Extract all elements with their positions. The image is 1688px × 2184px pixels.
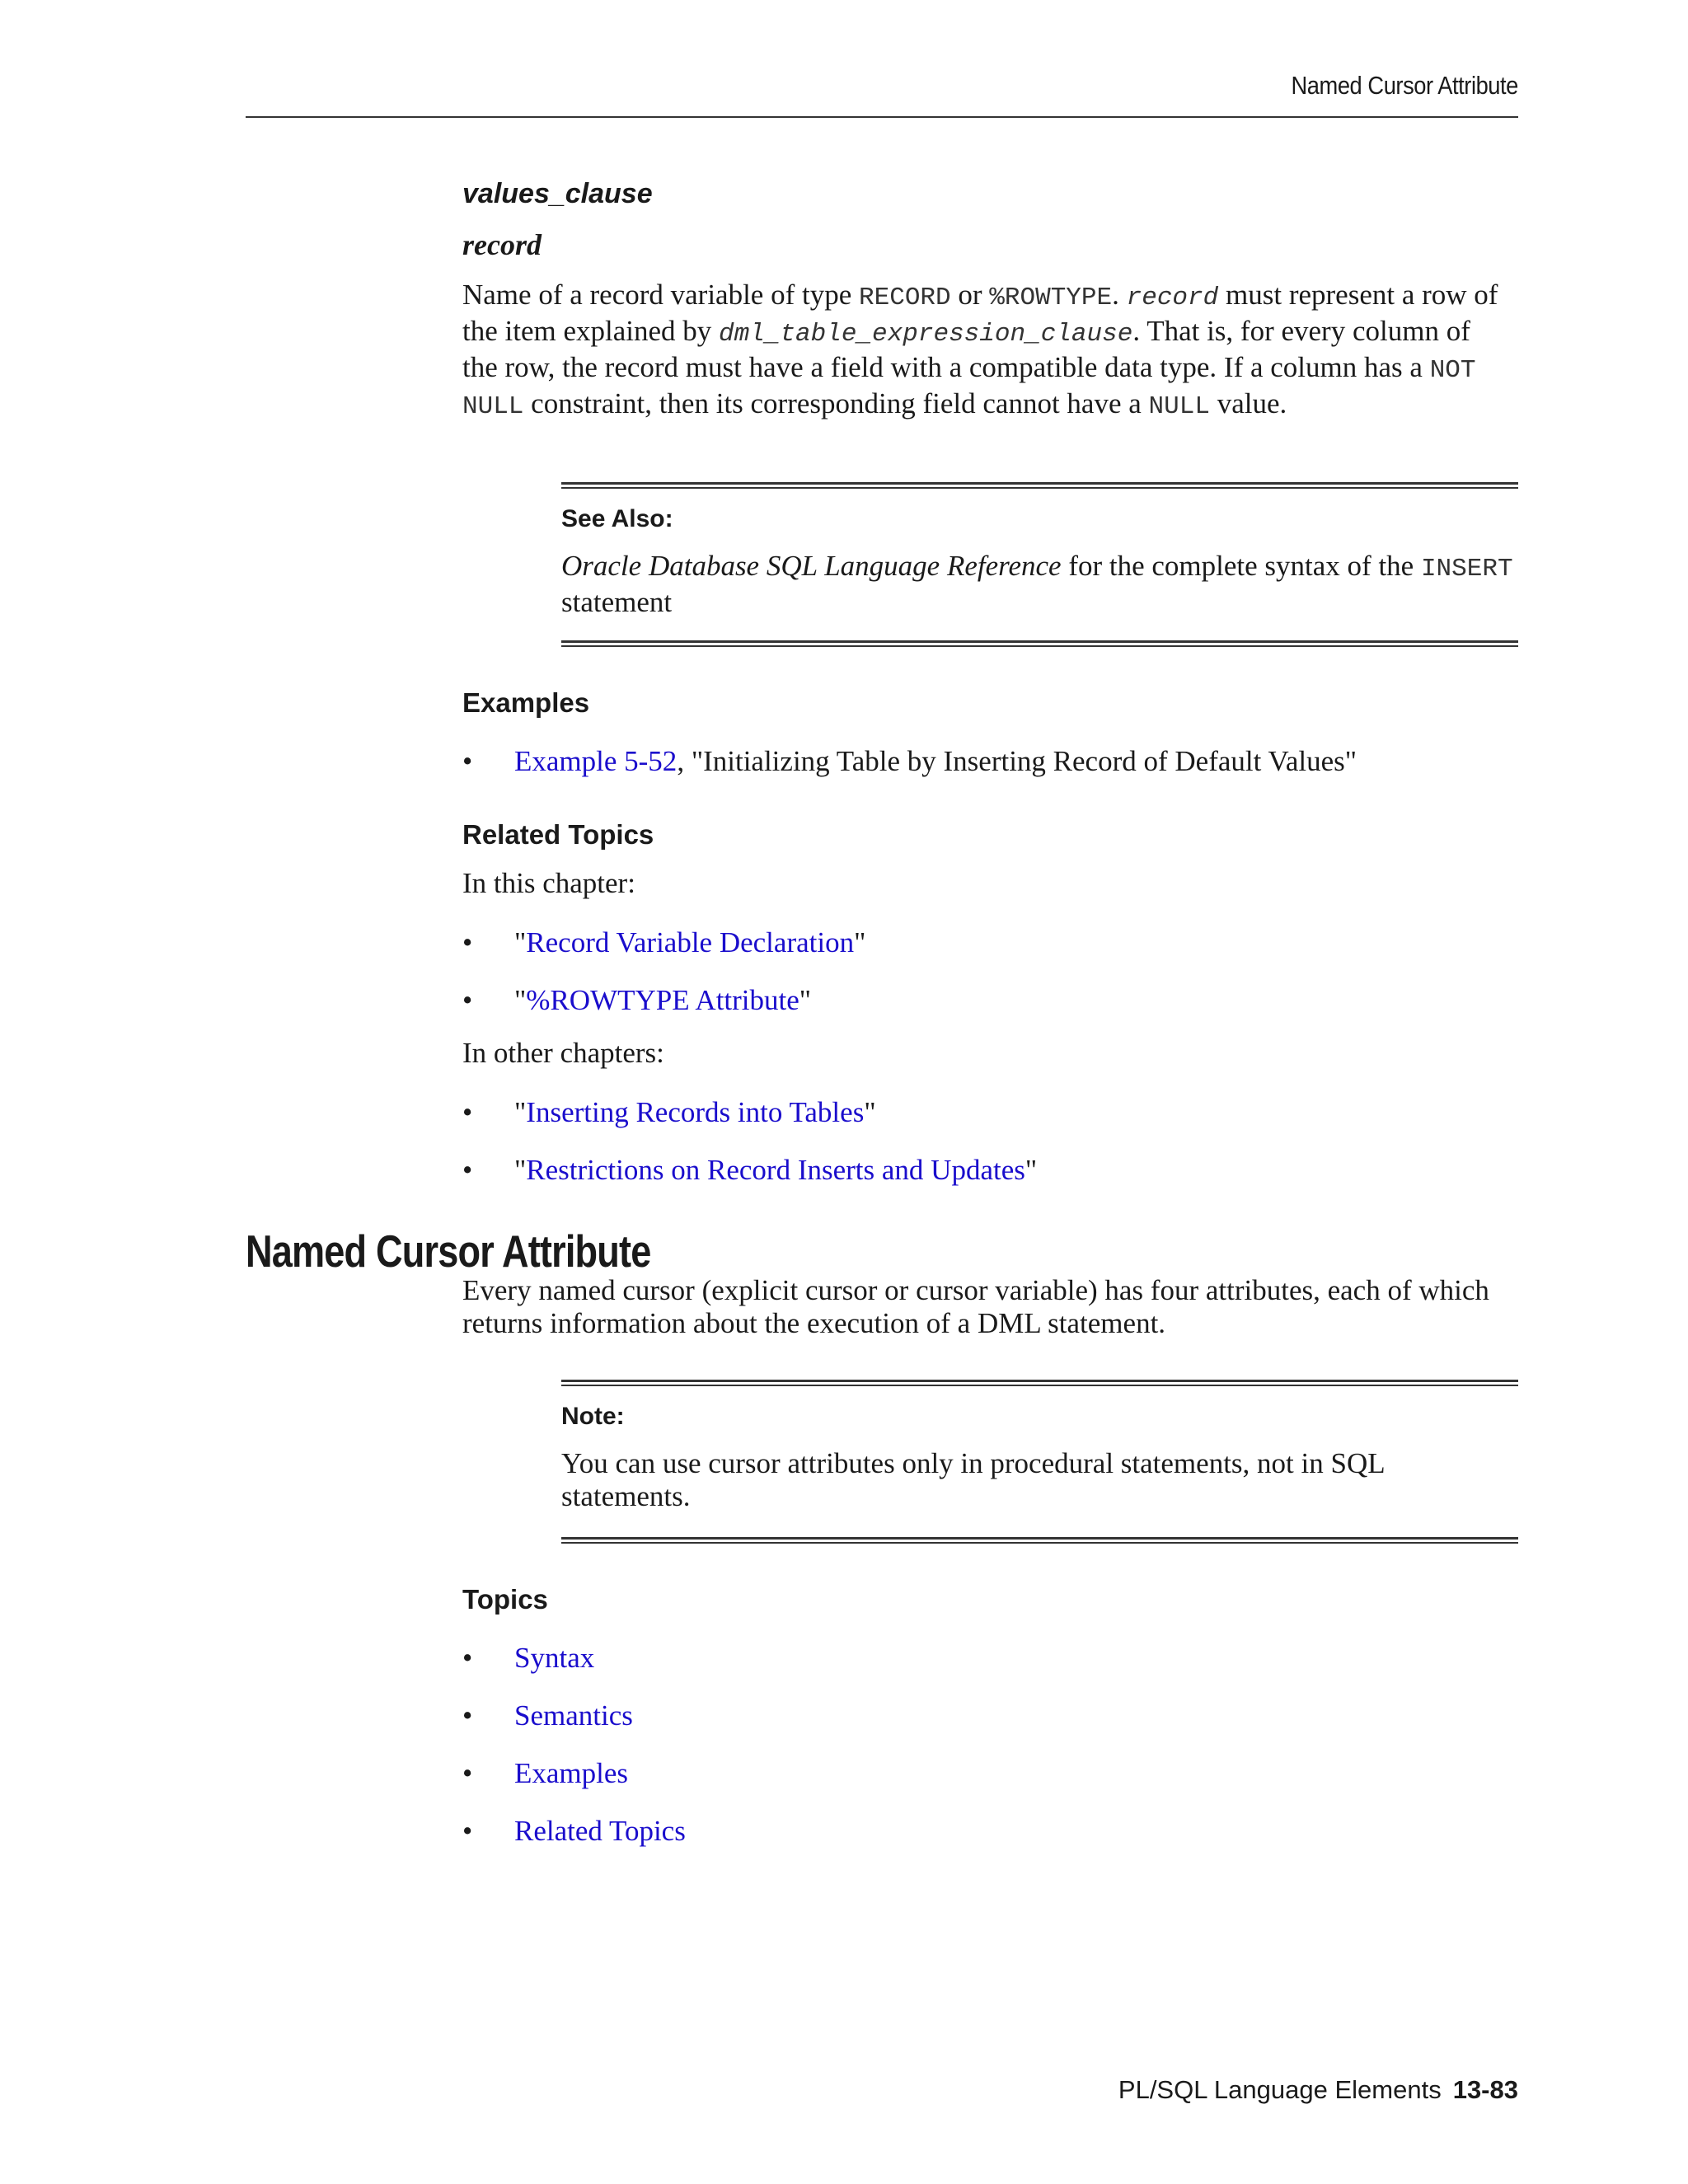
examples-heading: Examples [462, 687, 590, 718]
list-item: • "Restrictions on Record Inserts and Updates" [462, 1154, 1038, 1186]
see-also-label: See Also: [561, 505, 673, 532]
note-box [561, 1380, 1518, 1544]
related-topics-heading: Related Topics [462, 819, 654, 850]
examples-link[interactable]: Examples [514, 1757, 629, 1789]
inserting-records-link[interactable]: Inserting Records into Tables [526, 1096, 865, 1128]
list-item: • Examples [462, 1757, 629, 1789]
restrictions-link[interactable]: Restrictions on Record Inserts and Updates [526, 1154, 1025, 1186]
syntax-link[interactable]: Syntax [514, 1642, 595, 1674]
list-item: • "Record Variable Declaration" [462, 926, 866, 958]
footer-book-title: PL/SQL Language Elements [1118, 2075, 1442, 2104]
rowtype-attribute-link[interactable]: %ROWTYPE Attribute [526, 984, 799, 1016]
section-title: Named Cursor Attribute [246, 1226, 651, 1277]
list-item: • Semantics [462, 1699, 633, 1732]
page-number: 13-83 [1452, 2075, 1518, 2104]
in-this-chapter-label: In this chapter: [462, 867, 635, 899]
topics-heading: Topics [462, 1584, 548, 1615]
see-also-bottom-rule [561, 640, 1518, 647]
note-text: You can use cursor attributes only in procedural statements, not in SQL statements. [561, 1447, 1385, 1512]
see-also-text: Oracle Database SQL Language Reference for the complete syntax of the INSERT statement [561, 550, 1513, 618]
list-item: • Related Topics [462, 1815, 686, 1847]
section-intro: Every named cursor (explicit cursor or cursor variable) has four attributes, each of which returns information about the execution of a DML statement. [462, 1274, 1489, 1339]
note-bottom-rule [561, 1537, 1518, 1544]
related-topics-link[interactable]: Related Topics [514, 1815, 686, 1847]
page-footer [1118, 2075, 1518, 2105]
semantics-link[interactable]: Semantics [514, 1699, 633, 1732]
values-clause-heading: values_clause [462, 178, 653, 209]
list-item: • Syntax [462, 1642, 595, 1674]
note-top-rule [561, 1380, 1518, 1386]
header-rule [246, 116, 1518, 118]
list-item: • "Inserting Records into Tables" [462, 1096, 876, 1128]
note-label: Note: [561, 1403, 625, 1430]
example-5-52-link[interactable]: Example 5-52 [514, 745, 678, 777]
list-item: • "%ROWTYPE Attribute" [462, 984, 812, 1016]
record-variable-declaration-link[interactable]: Record Variable Declaration [526, 926, 855, 958]
in-other-chapters-label: In other chapters: [462, 1037, 664, 1069]
record-description: Name of a record variable of type RECORD or %ROWTYPE. record must represent a row of the item explained by dml_table_expression_clause. That is, for every column of the row, the record must have a field with a compatible data type. If a column has a NOT NULL constraint, then its corresponding field cannot have a NULL value. [462, 279, 1498, 421]
see-also-box [561, 482, 1518, 647]
examples-list-item: • Example 5-52, "Initializing Table by Inserting Record of Default Values" [462, 745, 1357, 777]
see-also-top-rule [561, 482, 1518, 489]
running-header: Named Cursor Attribute [1291, 71, 1518, 100]
see-also-book-title: Oracle Database SQL Language Reference [561, 550, 1062, 582]
record-term: record [462, 228, 542, 261]
